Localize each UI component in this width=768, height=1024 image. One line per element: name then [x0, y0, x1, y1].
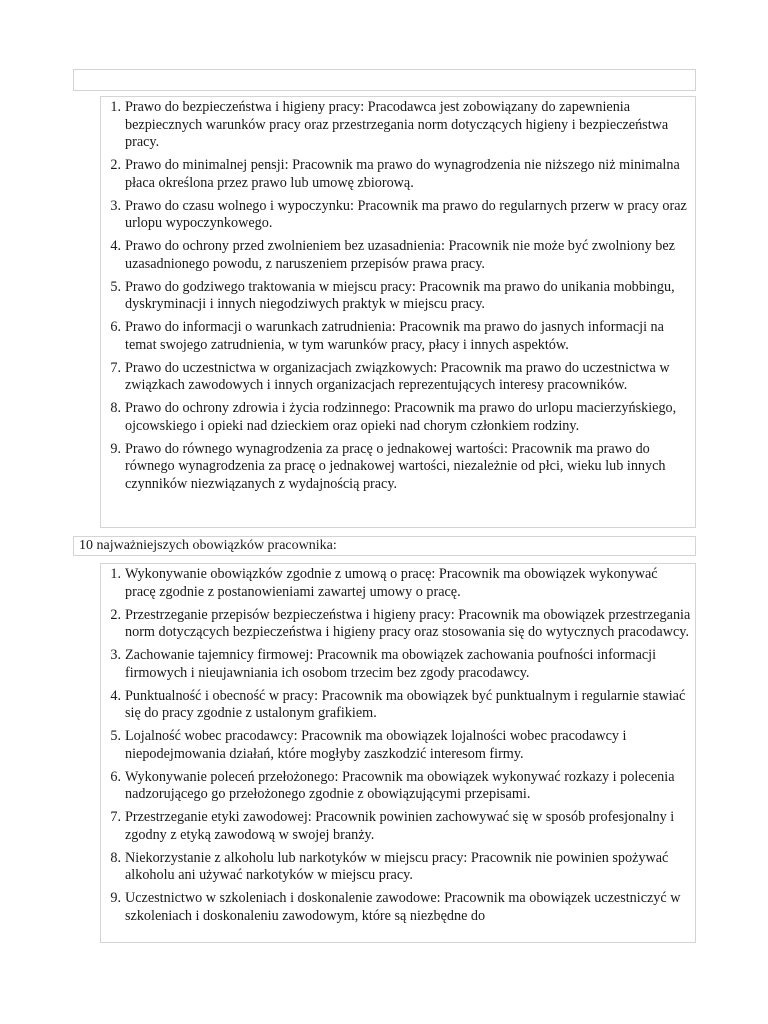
list-item — [101, 99, 695, 152]
list-item-text: Wykonywanie poleceń przełożonego: Pracownik ma obowiązek wykonywać rozkazy i polecenia nadzorującego go przełożonego zgodnie z obowiązującymi przepisami. — [125, 768, 675, 802]
list-item-text: Niekorzystanie z alkoholu lub narkotyków w miejscu pracy: Pracownik nie powinien spożywać alkoholu ani używać narkotyków w miejscu pracy. — [125, 849, 669, 883]
list-item — [101, 769, 695, 804]
list-number: 8. — [110, 849, 121, 866]
list-item-text: Prawo do uczestnictwa w organizacjach związkowych: Pracownik ma prawo do uczestnictwa w związkach zawodowych i innych organizacjach reprezentujących interesy pracowników. — [125, 359, 670, 393]
list-item-text: Prawo do minimalnej pensji: Pracownik ma prawo do wynagrodzenia nie niższego niż minimalna płaca określona przez prawo lub umowę zbiorową. — [125, 157, 680, 191]
list-item-text: Prawo do godziwego traktowania w miejscu pracy: Pracownik ma prawo do unikania mobbingu, dyskryminacji i innych niegodziwych praktyk w miejscu pracy. — [125, 278, 675, 312]
duties-list — [101, 564, 695, 925]
list-item — [101, 809, 695, 844]
list-number: 9. — [110, 440, 121, 457]
list-item-text: Prawo do czasu wolnego i wypoczynku: Pracownik ma prawo do regularnych przerw w pracy oraz urlopu wypoczynkowego. — [125, 197, 687, 231]
list-number: 7. — [110, 809, 121, 825]
list-item-text: Prawo do ochrony zdrowia i życia rodzinnego: Pracownik ma prawo do urlopu macierzyńskiego, ojcowskiego i opieki nad dzieckiem oraz opieki nad chorym członkiem rodziny. — [125, 400, 677, 434]
rights-list — [101, 97, 695, 493]
list-item-text: Przestrzeganie etyki zawodowej: Pracownik powinien zachowywać się w sposób profesjonalny i zgodny z etyką zawodową w swojej branży. — [125, 809, 675, 843]
list-item-text: Zachowanie tajemnicy firmowej: Pracownik ma obowiązek zachowania poufności informacji firmowych i nieujawniania ich osobom trzecim bez zgody pracodawcy. — [125, 647, 657, 681]
duties-heading: 10 najważniejszych obowiązków pracownika: — [79, 538, 337, 553]
list-number: 5. — [110, 728, 121, 744]
list-number: 6. — [110, 768, 121, 785]
list-item-text: Prawo do równego wynagrodzenia za pracę o jednakowej wartości: Pracownik ma prawo do równego wynagrodzenia za pracę o jednakowej wartości, niezależnie od płci, wieku lub innych czynników niezwiązanych z wydajnością pracy. — [125, 440, 666, 492]
list-item — [101, 157, 695, 192]
list-number: 2. — [110, 157, 121, 173]
list-item — [101, 360, 695, 395]
list-item-text: Wykonywanie obowiązków zgodnie z umową o pracę: Pracownik ma obowiązek wykonywać pracę zgodnie z postanowieniami zawartej umowy o pracę. — [125, 566, 658, 600]
list-number: 8. — [110, 400, 121, 416]
list-item — [101, 647, 695, 682]
list-item-text: Punktualność i obecność w pracy: Pracownik ma obowiązek być punktualnym i regularnie stawiać się do pracy zgodnie z ustalonym grafikiem. — [125, 687, 686, 721]
list-item-text: Lojalność wobec pracodawcy: Pracownik ma obowiązek lojalności wobec pracodawcy i niepodejmowania działań, które mogłyby zaszkodzić interesom firmy. — [125, 728, 627, 762]
list-item — [101, 319, 695, 354]
list-item — [101, 400, 695, 435]
list-item — [101, 198, 695, 233]
list-item — [101, 688, 695, 723]
list-number: 1. — [110, 566, 121, 582]
list-item — [101, 728, 695, 763]
rights-list-box — [100, 96, 696, 528]
duties-heading-cell — [73, 536, 696, 556]
list-item — [101, 607, 695, 642]
list-number: 2. — [110, 606, 121, 623]
list-number: 1. — [110, 99, 121, 115]
list-number: 3. — [110, 197, 121, 214]
list-item-text: Przestrzeganie przepisów bezpieczeństwa i higieny pracy: Pracownik ma obowiązek przestrzegania norm dotyczących bezpieczeństwa i higieny pracy oraz stosowania się do wytycznych pracodawcy. — [125, 606, 691, 640]
list-number: 4. — [110, 238, 121, 254]
empty-header-cell — [73, 69, 696, 91]
list-number: 6. — [110, 319, 121, 335]
list-item — [101, 441, 695, 494]
list-item — [101, 566, 695, 601]
list-number: 5. — [110, 278, 121, 295]
list-item-text: Prawo do ochrony przed zwolnieniem bez uzasadnienia: Pracownik nie może być zwolniony bez uzasadnionego powodu, z naruszeniem przepisów prawa pracy. — [125, 238, 675, 272]
list-item-text: Prawo do informacji o warunkach zatrudnienia: Pracownik ma prawo do jasnych informacji na temat swojego zatrudnienia, w tym warunków pracy, płacy i innych aspektów. — [125, 319, 664, 353]
list-number: 4. — [110, 687, 121, 704]
list-item — [101, 238, 695, 273]
list-number: 9. — [110, 890, 121, 906]
list-item — [101, 279, 695, 314]
list-item-text: Prawo do bezpieczeństwa i higieny pracy: Pracodawca jest zobowiązany do zapewnienia bezpiecznych warunków pracy oraz przestrzegania norm dotyczących higieny i bezpieczeństwa pracy. — [125, 99, 669, 150]
duties-list-box — [100, 563, 696, 943]
list-item-text: Uczestnictwo w szkoleniach i doskonalenie zawodowe: Pracownik ma obowiązek uczestniczyć w szkoleniach i doskonaleniu zawodowym, które są niezbędne do — [125, 890, 681, 924]
list-item — [101, 890, 695, 925]
list-number: 3. — [110, 647, 121, 663]
list-number: 7. — [110, 359, 121, 376]
list-item — [101, 850, 695, 885]
